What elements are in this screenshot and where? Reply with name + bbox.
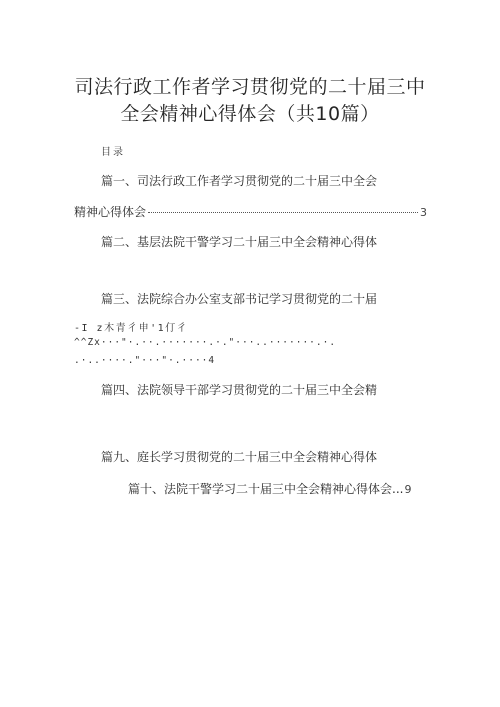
toc-entry-1-text: 精神心得体会 [74,205,147,219]
document-title-line-2: 全会精神心得体会（共10篇） [120,103,380,125]
toc-entry-1[interactable]: 篇一、司法行政工作者学习贯彻党的二十届三中全会 [101,174,378,188]
toc-entry-1-page: 3 [420,206,427,219]
toc-entry-10-text: 篇十、法院干警学习二十届三中全会精神心得体会... [128,482,404,496]
dot-leader [148,212,418,213]
toc-garbled-line-2: ^^Zx···"·.··.·······.·."···..·······.·. [74,337,337,348]
toc-garbled-line-3: .·..····."···"·.····4 [74,355,216,366]
toc-entry-9[interactable]: 篇九、庭长学习贯彻党的二十届三中全会精神心得体 [101,450,378,464]
toc-entry-10-page: 9 [404,483,412,496]
toc-heading: 目录 [101,147,125,158]
toc-entry-3[interactable]: 篇三、法院综合办公室支部书记学习贯彻党的二十届 [101,292,378,306]
document-title-line-1: 司法行政工作者学习贯彻党的二十届三中 [74,76,426,98]
toc-garbled-line-1: -I z木青彳申'1仃彳 [74,323,189,334]
toc-entry-1-continuation[interactable] [74,203,427,220]
toc-entry-2[interactable]: 篇二、基层法院干警学习二十届三中全会精神心得体 [101,235,378,249]
toc-entry-4[interactable]: 篇四、法院领导干部学习贯彻党的二十届三中全会精 [101,383,378,397]
toc-entry-10[interactable] [128,480,411,497]
